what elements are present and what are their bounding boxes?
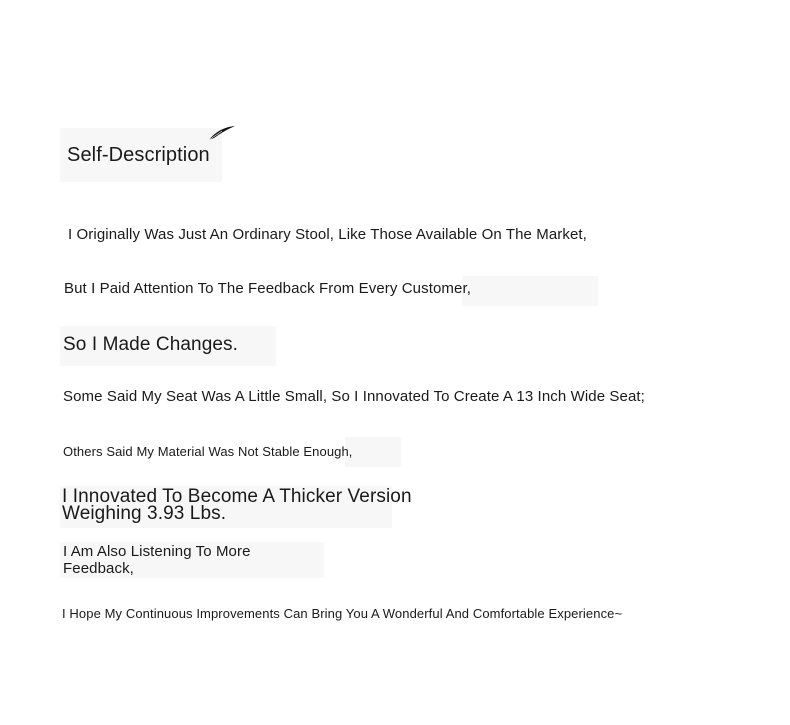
description-line-3: So I Made Changes. [63,334,239,355]
description-line-2: But I Paid Attention To The Feedback From Every Customer, [64,280,472,297]
description-line-5: Others Said My Material Was Not Stable Enough, [63,444,353,459]
page-title: Self-Description [67,144,210,166]
description-line-7: I Am Also Listening To More Feedback, [63,543,251,577]
description-line-1: I Originally Was Just An Ordinary Stool, Like Those Available On The Market, [68,226,587,243]
feather-icon [208,125,236,141]
description-line-4: Some Said My Seat Was A Little Small, So I Innovated To Create A 13 Inch Wide Seat; [63,388,645,405]
description-line-6: I Innovated To Become A Thicker Version Weighing 3.93 Lbs. [62,486,412,524]
line-2-highlight [462,276,598,306]
description-line-8: I Hope My Continuous Improvements Can Bring You A Wonderful And Comfortable Experience~ [62,606,623,621]
line-5-highlight [345,437,401,467]
